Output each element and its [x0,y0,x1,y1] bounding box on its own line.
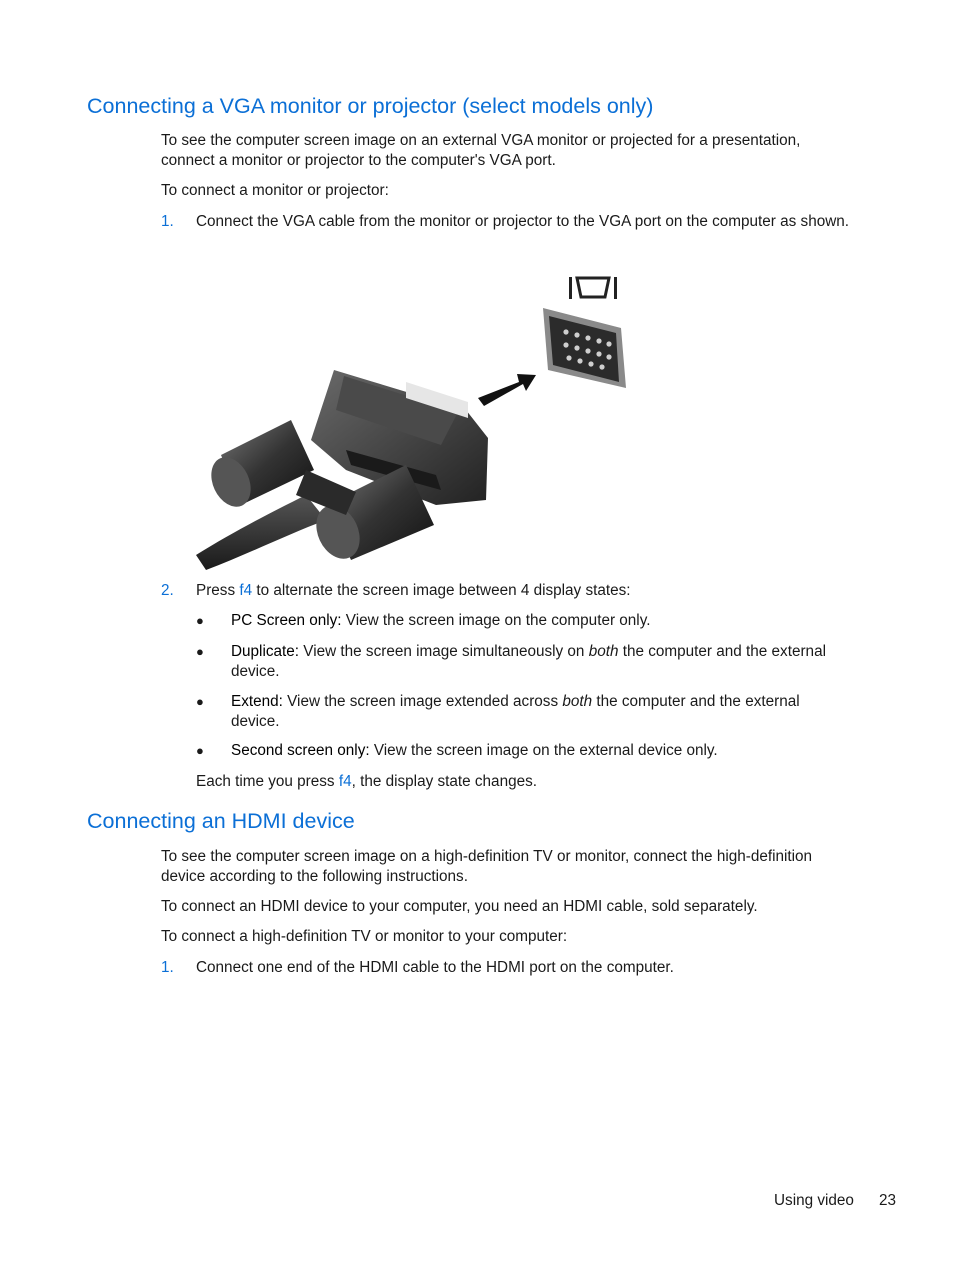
bullet-text: the computer and the external device. [231,643,826,680]
bullet-duplicate [231,642,861,681]
bullet-second-screen-only [231,741,851,761]
step-number: 2. [161,582,174,599]
section-heading-hdmi: Connecting an HDMI device [87,809,355,833]
bullet-text: View the screen image on the computer only. [341,612,651,629]
step-number: 1. [161,213,174,230]
closing-pre: Each time you press [196,773,339,790]
bullet-text: View the screen image on the external device only. [369,742,718,759]
vga-lead-paragraph: To connect a monitor or projector: [161,182,389,199]
bullet-text: the computer and the external device. [231,693,800,730]
bullet-text: View the screen image extended across [282,693,563,710]
vga-port-icon [569,277,617,299]
f4-key: f4 [239,582,253,599]
vga-port-socket [543,308,626,388]
bullet-term: Duplicate: [231,643,300,660]
vga-intro-paragraph: To see the computer screen image on an external VGA monitor or projected for a presentation, connect a monitor or projector to the computer's VGA port. [161,132,801,169]
bullet-term: Second screen only: [231,742,370,759]
hdmi-step-1-text: Connect one end of the HDMI cable to the HDMI port on the computer. [196,959,674,976]
display-state-closing [196,772,851,792]
footer-section-title: Using video [774,1192,854,1209]
step-2-pre: Press [196,582,240,599]
bullet-extend [231,692,841,731]
connector-thumbscrew-left [204,420,314,513]
bullet-emphasis: both [562,693,593,710]
bullet-text: View the screen image simultaneously on [299,643,589,660]
bullet-emphasis: both [588,643,619,660]
bullet-dot: ● [196,694,204,709]
vga-step-2-text [196,581,851,601]
hdmi-intro-paragraph: To see the computer screen image on a high-definition TV or monitor, connect the high-definition device according to the following instructions. [161,848,813,885]
hdmi-lead-paragraph: To connect a high-definition TV or monitor to your computer: [161,928,568,945]
bullet-dot: ● [196,613,204,628]
vga-cable [196,495,326,570]
bullet-term: Extend: [231,693,283,710]
hdmi-note-paragraph: To connect an HDMI device to your computer, you need an HDMI cable, sold separately. [161,898,758,915]
section-heading-vga: Connecting a VGA monitor or projector (select models only) [87,94,654,118]
arrow-icon [478,374,536,406]
page-number: 23 [879,1192,897,1209]
bullet-pc-screen-only [231,611,851,631]
vga-connection-figure [196,270,636,570]
step-2-post: to alternate the screen image between 4 display states: [252,582,631,599]
bullet-term: PC Screen only: [231,612,342,629]
vga-step-1-text: Connect the VGA cable from the monitor or projector to the VGA port on the computer as shown. [196,213,850,230]
closing-post: , the display state changes. [351,773,537,790]
bullet-dot: ● [196,743,204,758]
step-number: 1. [161,959,174,976]
bullet-dot: ● [196,644,204,659]
f4-key: f4 [338,773,352,790]
